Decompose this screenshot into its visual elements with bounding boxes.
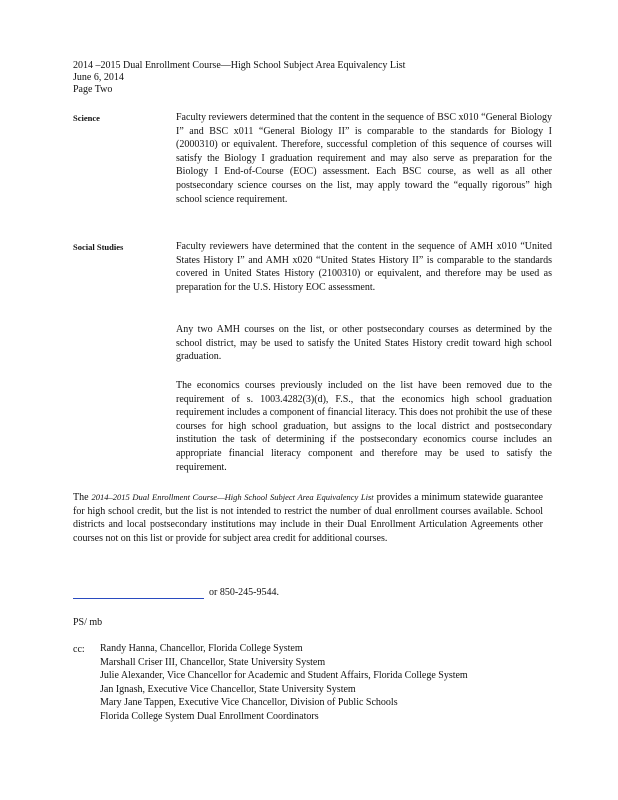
cc-recipient: Julie Alexander, Vice Chancellor for Academic and Student Affairs, Florida College System — [100, 670, 468, 682]
contact-link[interactable] — [73, 588, 204, 599]
section-label-science: Science — [73, 113, 100, 123]
cc-recipient: Florida College System Dual Enrollment Coordinators — [100, 710, 319, 722]
contact-phone: or 850-245-9544. — [209, 587, 279, 598]
cc-recipient-list — [100, 642, 468, 724]
cc-recipient: Marshall Criser III, Chancellor, State University System — [100, 656, 326, 668]
letter-header — [73, 60, 405, 96]
closing-lead: The — [73, 492, 89, 503]
social-studies-paragraph-2: Any two AMH courses on the list, or other postsecondary courses as determined by the school district, may be used to satisfy the United States History credit toward high school graduation. — [176, 324, 552, 363]
header-title: 2014 –2015 Dual Enrollment Course—High School Subject Area Equivalency List — [73, 60, 406, 71]
closing-paragraph — [73, 491, 543, 545]
closing-rest: provides a minimum statewide guarantee for high school credit, but the list is not intended to restrict the number of dual enrollment courses available. School districts and local postsecondary institutions may include in their Dual Enrollment Articulation Agreements other courses not on this list or provide for subject area credit for additional courses. — [73, 492, 543, 544]
header-page: Page Two — [73, 84, 113, 95]
cc-recipient: Jan Ignash, Executive Vice Chancellor, State University System — [100, 683, 356, 695]
science-paragraph: Faculty reviewers determined that the content in the sequence of BSC x010 “General Biology I” and BSC x011 “General Biology II” is comparable to the standards for Biology I (2000310) or equivalent. Therefore, successful completion of this sequence of courses will satisfy the Biology I graduation requirement and may also serve as preparation for the Biology I End-of-Course (EOC) assessment. Each BSC course, as well as all other postsecondary science courses on the list, may apply toward the “equally rigorous” high school science requirement. — [176, 112, 552, 205]
typist-initials: PS/ mb — [73, 617, 103, 628]
section-label-social-studies: Social Studies — [73, 242, 124, 252]
social-studies-paragraph-1: Faculty reviewers have determined that the content in the sequence of AMH x010 “United States History I” and AMH x020 “United States History II” is comparable to the standards covered in United States History (2100310) or equivalent, and therefore may be used as preparation for the U.S. History EOC assessment. — [176, 241, 552, 293]
closing-list-title: 2014–2015 Dual Enrollment Course—High School Subject Area Equivalency List — [91, 492, 374, 502]
header-date: June 6, 2014 — [73, 72, 124, 83]
cc-label: cc: — [73, 644, 85, 655]
social-studies-paragraph-3: The economics courses previously included on the list have been removed due to the requirement of s. 1003.4282(3)(d), F.S., that the economics high school graduation requirement includes a component of financial literacy. This does not prohibit the use of these courses for high school graduation, but assigns to the local district and postsecondary institution the task of determining if the postsecondary economics course includes an appropriate financial literacy component and therefore may be used to satisfy the requirement. — [176, 380, 552, 473]
cc-recipient: Mary Jane Tappen, Executive Vice Chancellor, Division of Public Schools — [100, 697, 398, 709]
cc-recipient: Randy Hanna, Chancellor, Florida College System — [100, 643, 303, 654]
